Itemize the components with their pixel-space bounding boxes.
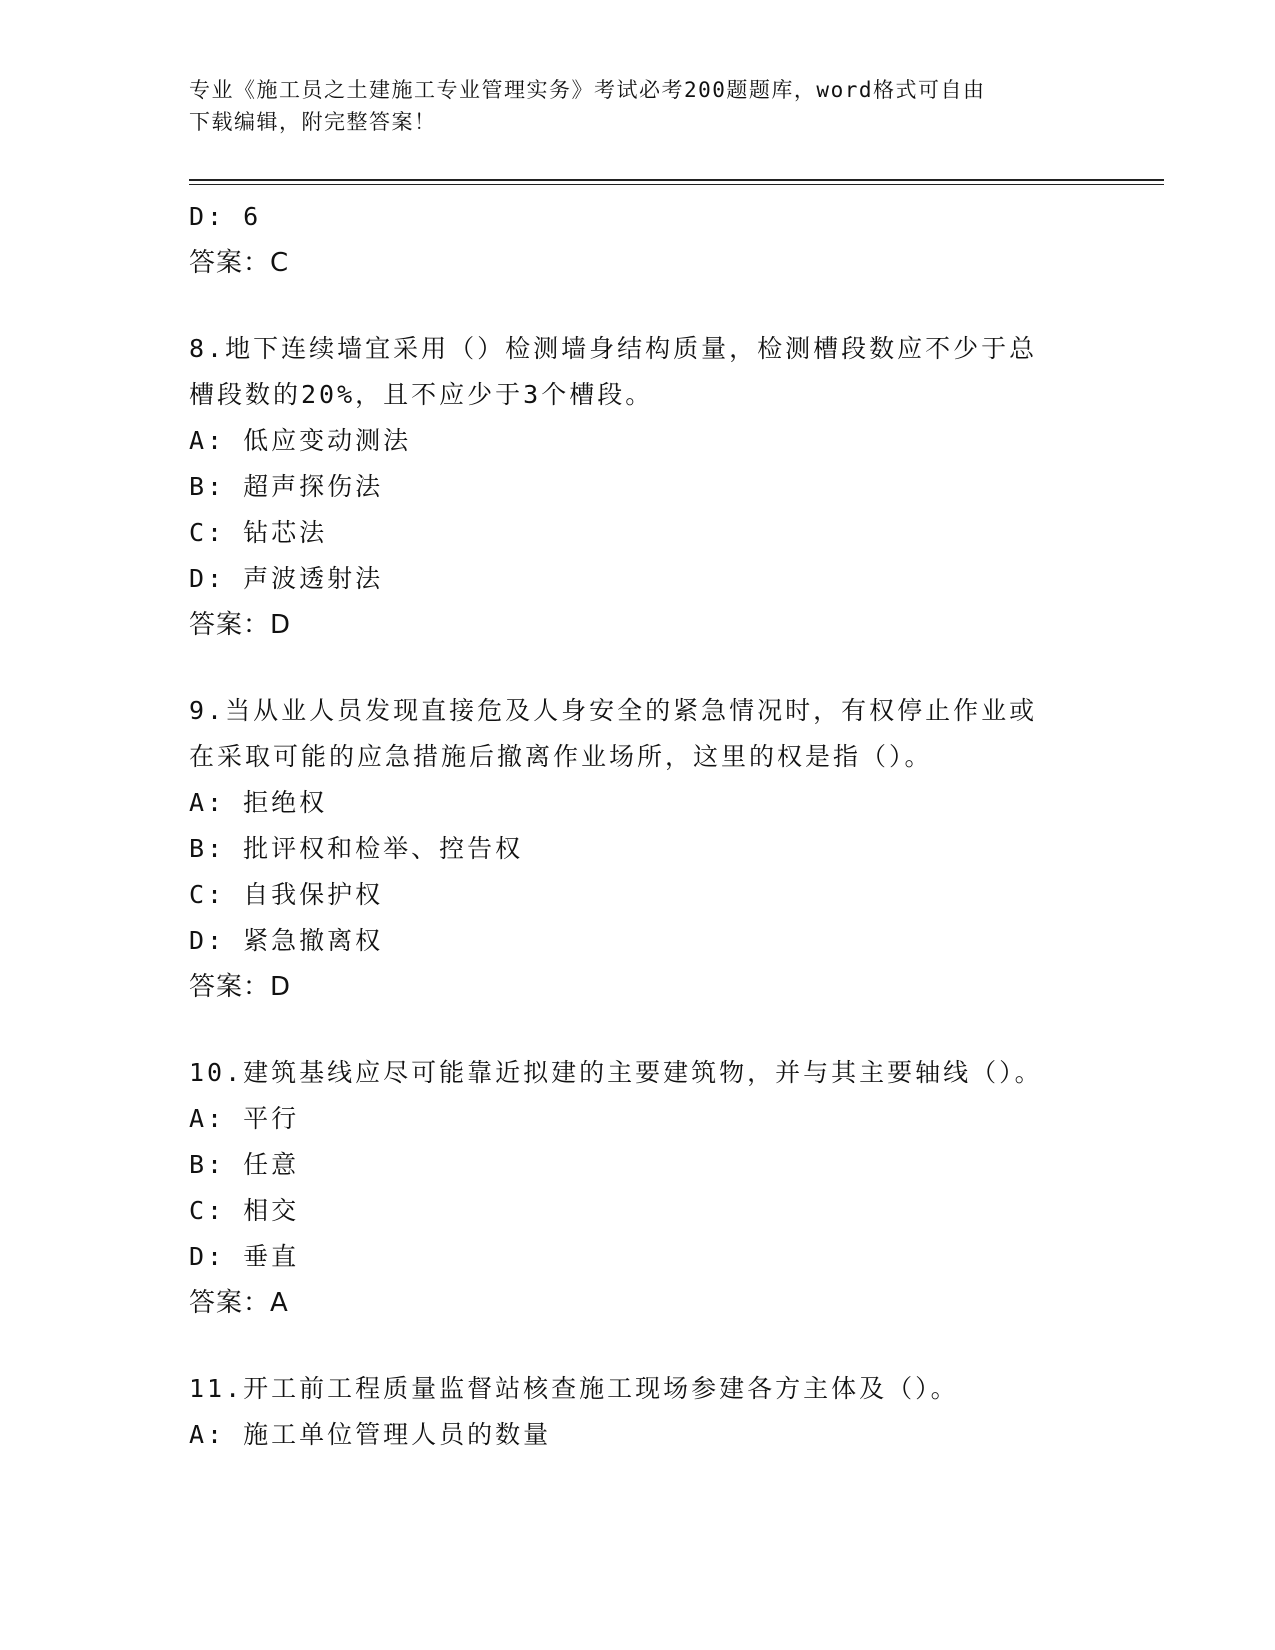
option-d: D: 声波透射法	[189, 564, 384, 593]
option-a: A: 拒绝权	[189, 788, 328, 817]
question-stem-line: 槽段数的20%，且不应少于3个槽段。	[189, 380, 654, 409]
question-11	[189, 1366, 1089, 1458]
header-divider-thin	[189, 184, 1164, 185]
option-c: C: 相交	[189, 1196, 300, 1225]
answer-line: 答案：C	[189, 248, 290, 278]
question-10	[189, 1050, 1089, 1326]
question-stem-line: 10.建筑基线应尽可能靠近拟建的主要建筑物，并与其主要轴线（）。	[189, 1058, 1043, 1087]
answer-line: 答案：D	[189, 972, 292, 1002]
question-8	[189, 326, 1089, 648]
question-list	[189, 194, 1089, 1458]
question-stem-line: 在采取可能的应急措施后撤离作业场所，这里的权是指（）。	[189, 742, 933, 771]
carryover-block	[189, 194, 1089, 286]
option-a: A: 低应变动测法	[189, 426, 412, 455]
option-a: A: 施工单位管理人员的数量	[189, 1420, 552, 1449]
option-c: C: 自我保护权	[189, 880, 384, 909]
answer-line: 答案：A	[189, 1288, 289, 1318]
option-b: B: 任意	[189, 1150, 300, 1179]
option-c: C: 钻芯法	[189, 518, 328, 547]
option-d: D: 垂直	[189, 1242, 300, 1271]
option-b: B: 超声探伤法	[189, 472, 384, 501]
header-line-2: 下载编辑，附完整答案！	[189, 110, 437, 134]
option-a: A: 平行	[189, 1104, 300, 1133]
question-stem-line: 9.当从业人员发现直接危及人身安全的紧急情况时，有权停止作业或	[189, 696, 1038, 725]
option-d: D: 6	[189, 202, 262, 231]
document-header	[189, 74, 1089, 138]
option-d: D: 紧急撤离权	[189, 926, 384, 955]
question-stem-line: 8.地下连续墙宜采用（）检测墙身结构质量，检测槽段数应不少于总	[189, 334, 1038, 363]
option-b: B: 批评权和检举、控告权	[189, 834, 524, 863]
header-line-1: 专业《施工员之土建施工专业管理实务》考试必考200题题库，word格式可自由	[189, 78, 986, 102]
question-9	[189, 688, 1089, 1010]
question-stem-line: 11.开工前工程质量监督站核查施工现场参建各方主体及（）。	[189, 1374, 959, 1403]
header-divider-thick	[189, 179, 1164, 181]
answer-line: 答案：D	[189, 610, 292, 640]
